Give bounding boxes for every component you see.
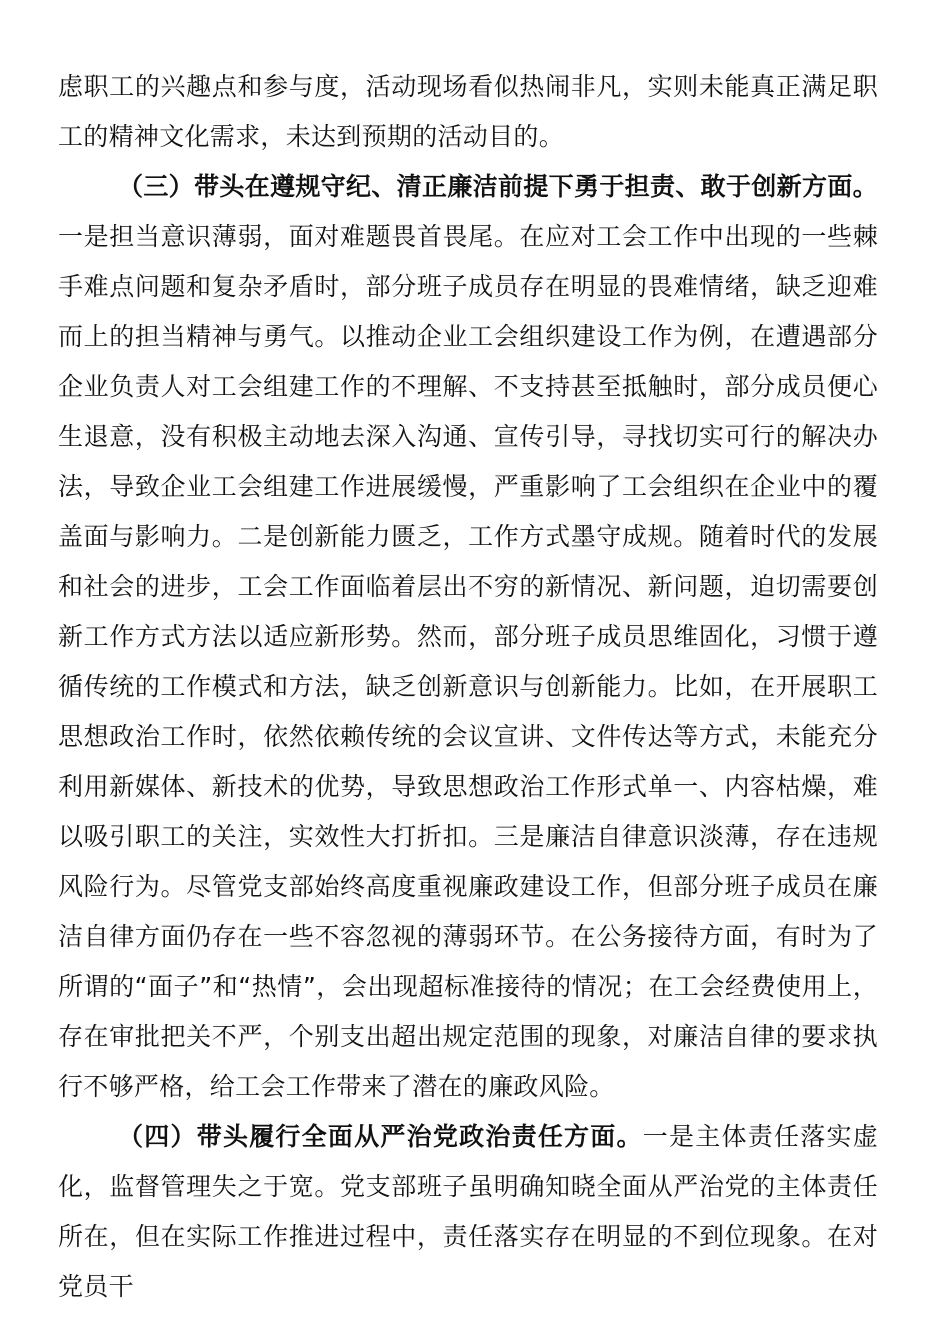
- paragraph-section-four: [58, 1112, 878, 1312]
- paragraph-text: 一是担当意识薄弱，面对难题畏首畏尾。在应对工会工作中出现的一些棘手难点问题和复杂矛盾时，部分班子成员存在明显的畏难情绪，缺乏迎难而上的担当精神与勇气。以推动企业工会组织建设工作为例，在遭遇部分企业负责人对工会组建工作的不理解、不支持甚至抵触时，部分成员便心生退意，没有积极主动地去深入沟通、宣传引导，寻找切实可行的解决办法，导致企业工会组建工作进展缓慢，严重影响了工会组织在企业中的覆盖面与影响力。二是创新能力匮乏，工作方式墨守成规。随着时代的发展和社会的进步，工会工作面临着层出不穷的新情况、新问题，迫切需要创新工作方式方法以适应新形势。然而，部分班子成员思维固化，习惯于遵循传统的工作模式和方法，缺乏创新意识与创新能力。比如，在开展职工思想政治工作时，依然依赖传统的会议宣讲、文件传达等方式，未能充分利用新媒体、新技术的优势，导致思想政治工作形式单一、内容枯燥，难以吸引职工的关注，实效性大打折扣。三是廉洁自律意识淡薄，存在违规风险行为。尽管党支部始终高度重视廉政建设工作，但部分班子成员在廉洁自律方面仍存在一些不容忽视的薄弱环节。在公务接待方面，有时为了所谓的“面子”和“热情”，会出现超标准接待的情况；在工会经费使用上，存在审批把关不严，个别支出超出规定范围的现象，对廉洁自律的要求执行不够严格，给工会工作带来了潜在的廉政风险。: [58, 222, 878, 1101]
- document-page: [58, 62, 878, 1312]
- paragraph-section-three: [58, 162, 878, 1112]
- paragraph-text: 一是主体责任落实虚化，监督管理失之于宽。党支部班子虽明确知晓全面从严治党的主体责任所在，但在实际工作推进过程中，责任落实存在明显的不到位现象。在对党员干: [58, 1122, 878, 1301]
- paragraph-continuation: [58, 62, 878, 162]
- paragraph-text: 虑职工的兴趣点和参与度，活动现场看似热闹非凡，实则未能真正满足职工的精神文化需求，未达到预期的活动目的。: [58, 72, 878, 151]
- section-heading: （四）带头履行全面从严治党政治责任方面。: [118, 1122, 643, 1151]
- section-heading: （三）带头在遵规守纪、清正廉洁前提下勇于担责、敢于创新方面。: [118, 172, 878, 201]
